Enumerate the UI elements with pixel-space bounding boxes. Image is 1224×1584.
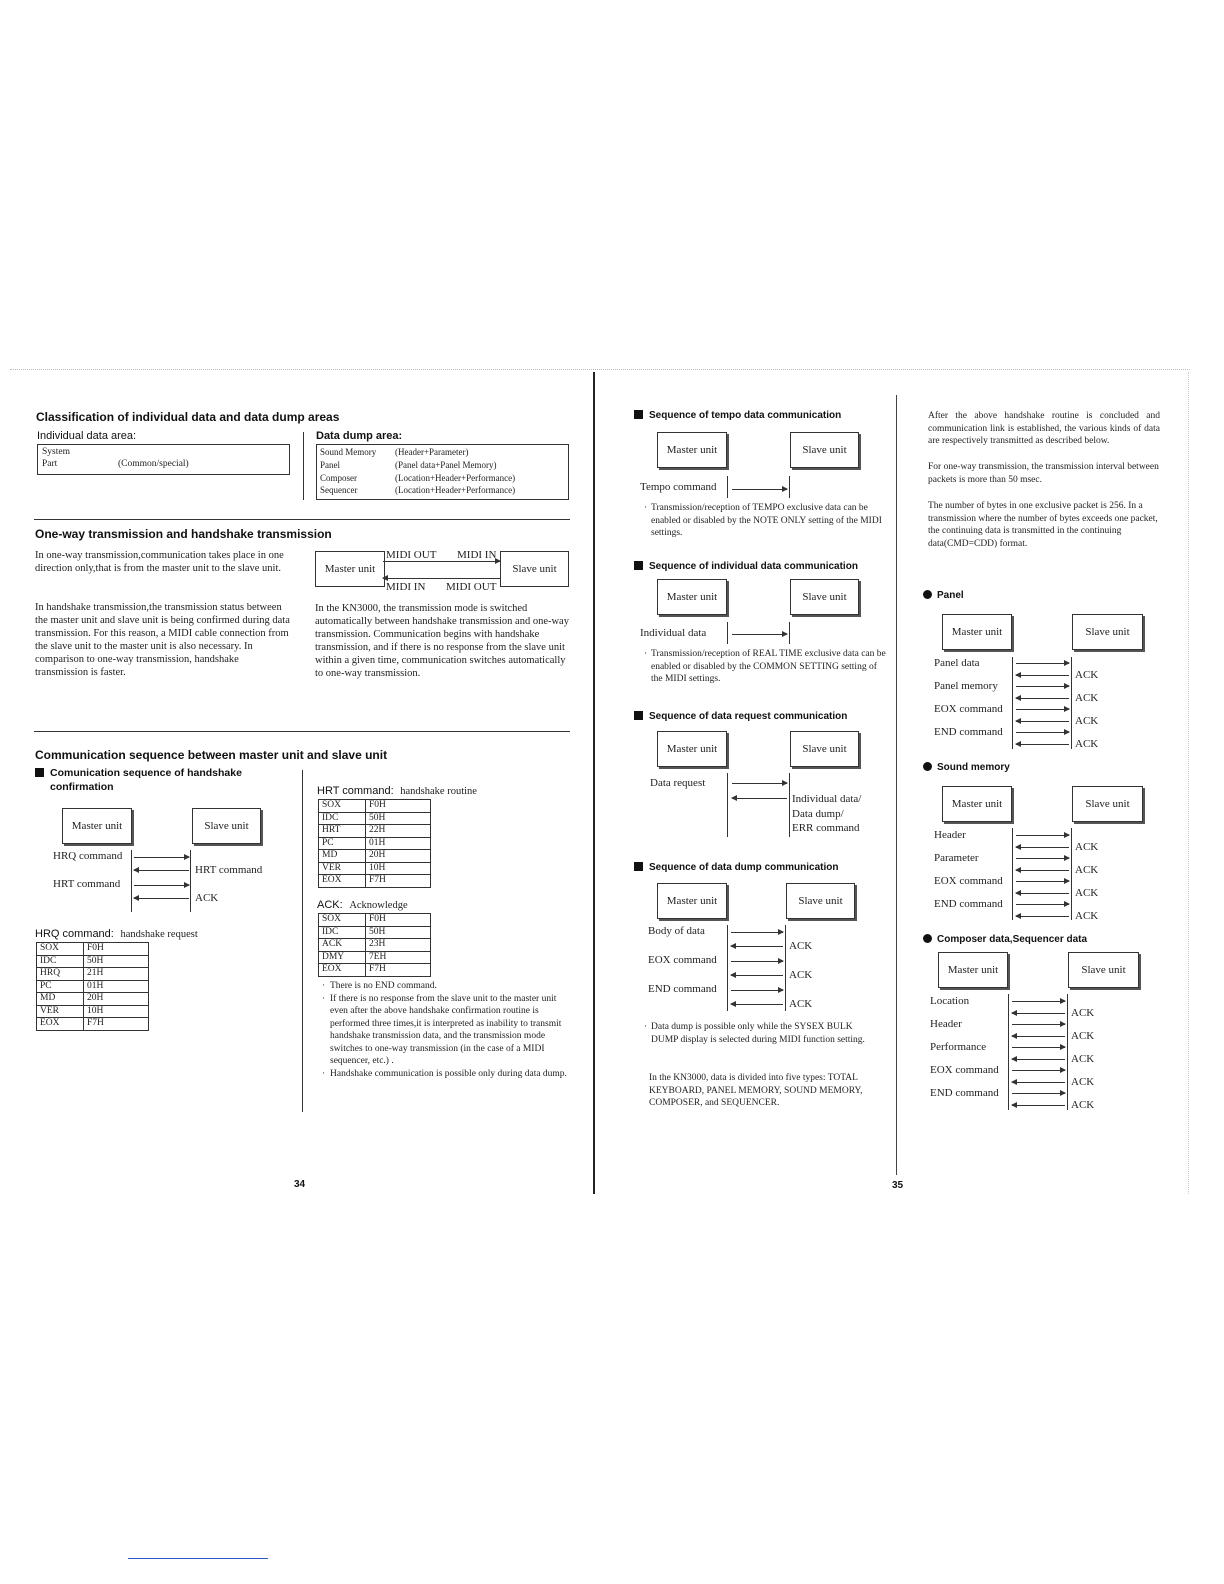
master-lifeline xyxy=(1008,994,1009,1110)
master-unit-box: Master unit xyxy=(942,614,1012,650)
oneway-para1: In one-way transmission,communication takes place in one direction only,that is from the master unit to the slave unit. xyxy=(35,550,284,574)
dump-send-arrow xyxy=(731,990,783,991)
note-text: Handshake communication is possible only during data dump. xyxy=(330,1068,567,1079)
slave-lifeline xyxy=(789,773,790,837)
ack-label: ACK xyxy=(1075,715,1099,727)
composer-step-label: Performance xyxy=(930,1041,987,1053)
sound-title xyxy=(923,762,1010,773)
table-cell: 50H xyxy=(366,926,431,939)
classification-divider xyxy=(303,432,304,500)
table-cell: SOX xyxy=(319,914,366,927)
slave-unit-box: Slave unit xyxy=(1072,614,1143,650)
panel-ack-arrow xyxy=(1016,721,1069,722)
midi-out-top-label: MIDI OUT xyxy=(386,549,437,561)
table-cell: DMY xyxy=(319,951,366,964)
composer-send-arrow xyxy=(1012,1047,1065,1048)
master-lifeline xyxy=(1012,657,1013,749)
dump-send-arrow xyxy=(731,932,783,933)
slave-unit-box: Slave unit xyxy=(790,579,859,615)
individual-item-name: System xyxy=(42,447,70,457)
table-row xyxy=(319,812,431,825)
table-cell: EOX xyxy=(37,1018,84,1031)
slave-lifeline xyxy=(1071,828,1072,920)
hrq-arrow xyxy=(134,857,189,858)
panel-title-text: Panel xyxy=(937,590,964,601)
request-title-text: Sequence of data request communication xyxy=(649,711,848,722)
slave-unit-box: Slave unit xyxy=(1068,952,1139,988)
bullet-square xyxy=(634,410,643,419)
ack-label: ACK xyxy=(789,940,813,952)
table-cell: HRT xyxy=(319,825,366,838)
request-title xyxy=(634,711,847,722)
dump-item-name: Sequencer xyxy=(320,485,358,495)
table-cell: MD xyxy=(37,993,84,1006)
comm-subtitle xyxy=(35,767,242,779)
table-cell: 50H xyxy=(366,812,431,825)
bullet-circle xyxy=(923,762,932,771)
composer-send-arrow xyxy=(1012,1093,1065,1094)
tempo-title-text: Sequence of tempo data communication xyxy=(649,410,842,421)
ack-label: ACK xyxy=(1071,1099,1095,1111)
panel-step-label: END command xyxy=(934,726,1003,738)
tempo-note xyxy=(644,502,884,540)
oneway-title: One-way transmission and handshake transmission xyxy=(35,527,332,541)
bullet-dot: · xyxy=(644,649,648,659)
individual-area-label: Individual data area: xyxy=(37,430,137,442)
table-cell: 50H xyxy=(84,955,149,968)
oneway-para2: In handshake transmission,the transmission status between the master unit and slave unit is being confirmed during data transmission. For this reason, a MIDI cable connection from the slave unit to the master unit is also necessary. In comparison to one-way transmission, handshake transmission is faster. xyxy=(35,602,290,678)
oneway-para3: In the KN3000, the transmission mode is switched automatically between handshake transmission and one-way transmission. Communication begins with handshake transmission, and if there is no response from the slave unit within a given time, communication switches automatically to one-way transmission. xyxy=(315,603,569,679)
note-text: There is no END command. xyxy=(330,981,437,991)
page-gutter xyxy=(593,372,595,1194)
table-row xyxy=(319,825,431,838)
note-list xyxy=(322,980,567,1080)
note-item xyxy=(322,980,567,993)
individual-data-label: Individual data xyxy=(640,627,707,639)
panel-step-label: Panel memory xyxy=(934,680,998,692)
composer-step-label: EOX command xyxy=(930,1064,999,1076)
note-text: If there is no response from the slave unit to the master unit even after the above handshake confirmation routine is performed three times,it is interpreted as inability to transmit handshake transmission data, and the transmission mode switches to one-way transmission (in the case of a MIDI sequencer, etc.) . xyxy=(330,993,562,1066)
composer-step-label: Location xyxy=(930,995,970,1007)
composer-ack-arrow xyxy=(1012,1059,1065,1060)
dump-item-desc: (Header+Parameter) xyxy=(395,447,469,457)
dump-ack-arrow xyxy=(731,1004,783,1005)
right-page-edge xyxy=(1188,372,1190,1194)
sound-ack-arrow xyxy=(1016,847,1069,848)
slave-lifeline xyxy=(1071,657,1072,749)
table-row xyxy=(319,964,431,977)
table-cell: SOX xyxy=(37,943,84,956)
master-lifeline xyxy=(727,773,728,837)
table-cell: VER xyxy=(319,862,366,875)
dump-note-2: In the KN3000, data is divided into five types: TOTAL KEYBOARD, PANEL MEMORY, SOUND MEMORY, COMPOSER, and SEQUENCER. xyxy=(649,1073,863,1108)
table-cell: 20H xyxy=(84,993,149,1006)
master-lifeline xyxy=(727,622,728,644)
sound-send-arrow xyxy=(1016,858,1069,859)
table-row xyxy=(37,993,149,1006)
slave-lifeline xyxy=(789,476,790,498)
master-lifeline xyxy=(1012,828,1013,920)
reply-label-2: Data dump/ xyxy=(792,808,844,820)
page-number-right: 35 xyxy=(892,1180,904,1191)
tempo-note-text: Transmission/reception of TEMPO exclusive data can be enabled or disabled by the NOTE ONLY setting of the MIDI settings. xyxy=(651,503,882,538)
sound-title-text: Sound memory xyxy=(937,762,1010,773)
panel-send-arrow xyxy=(1016,709,1069,710)
table-cell: F7H xyxy=(84,1018,149,1031)
hrt-arrow xyxy=(134,885,189,886)
table-cell: IDC xyxy=(319,812,366,825)
ack-label: ACK xyxy=(1075,887,1099,899)
table-row xyxy=(37,943,149,956)
section-rule xyxy=(34,731,570,732)
ack-table-title: ACK: xyxy=(317,899,343,911)
slave-unit-box: Slave unit xyxy=(790,731,859,767)
top-scan-edge xyxy=(10,369,1190,371)
ack-label: ACK xyxy=(1075,910,1099,922)
dump-step-label: END command xyxy=(648,983,717,995)
sound-send-arrow xyxy=(1016,904,1069,905)
table-row xyxy=(319,926,431,939)
composer-ack-arrow xyxy=(1012,1105,1065,1106)
ack-arrow xyxy=(134,898,189,899)
table-row xyxy=(319,951,431,964)
sound-ack-arrow xyxy=(1016,916,1069,917)
bullet-dot: · xyxy=(322,1068,326,1079)
bottom-link-line xyxy=(128,1558,268,1559)
dump-note-1 xyxy=(644,1021,880,1046)
composer-send-arrow xyxy=(1012,1024,1065,1025)
table-cell: 23H xyxy=(366,939,431,952)
tempo-title xyxy=(634,410,841,421)
dump-note-text: Data dump is possible only while the SYSEX BULK DUMP display is selected during MIDI function setting. xyxy=(651,1022,865,1045)
note-item xyxy=(322,1068,567,1081)
table-cell: IDC xyxy=(37,955,84,968)
dump-item-name: Sound Memory xyxy=(320,447,377,457)
table-row xyxy=(37,1018,149,1031)
table-cell: PC xyxy=(319,837,366,850)
panel-step-label: Panel data xyxy=(934,657,980,669)
after-para3: The number of bytes in one exclusive packet is 256. In a transmission where the number of bytes exceeds one packet, the continuing data is transmitted in the continuing data(CMD=CDD) format. xyxy=(928,501,1158,549)
sound-step-label: END command xyxy=(934,898,1003,910)
slave-lifeline xyxy=(789,622,790,644)
sound-send-arrow xyxy=(1016,835,1069,836)
table-cell: MD xyxy=(319,850,366,863)
dump-ack-arrow xyxy=(731,975,783,976)
bullet-square xyxy=(634,561,643,570)
master-lifeline xyxy=(727,476,728,498)
ack-command-table xyxy=(318,913,431,977)
panel-send-arrow xyxy=(1016,663,1069,664)
hrq-table-desc: handshake request xyxy=(120,929,198,940)
table-cell: HRQ xyxy=(37,968,84,981)
table-row xyxy=(319,862,431,875)
individual-area-box xyxy=(37,444,290,475)
sound-step-label: Parameter xyxy=(934,852,979,864)
hrq-command-table xyxy=(36,942,149,1031)
master-unit-box: Master unit xyxy=(657,579,727,615)
panel-ack-arrow xyxy=(1016,675,1069,676)
panel-send-arrow xyxy=(1016,686,1069,687)
bullet-square xyxy=(634,711,643,720)
hrt-command-table xyxy=(318,799,431,888)
dump-step-label: EOX command xyxy=(648,954,717,966)
sound-step-label: Header xyxy=(934,829,966,841)
table-cell: F0H xyxy=(366,800,431,813)
midi-out-bottom-label: MIDI OUT xyxy=(446,581,497,593)
master-unit-box: Master unit xyxy=(62,808,132,844)
table-cell: IDC xyxy=(319,926,366,939)
table-cell: 10H xyxy=(366,862,431,875)
dump-item-name: Panel xyxy=(320,460,340,470)
comm-subtitle-line1: Comunication sequence of handshake xyxy=(50,767,242,779)
slave-unit-box: Slave unit xyxy=(1072,786,1143,822)
master-unit-box: Master unit xyxy=(657,432,727,468)
table-row xyxy=(319,800,431,813)
slave-lifeline xyxy=(190,850,191,912)
ack-label: ACK xyxy=(1075,669,1099,681)
ack-label: ACK xyxy=(195,892,219,904)
table-cell: 01H xyxy=(84,980,149,993)
note-item xyxy=(322,993,567,1068)
request-arrow xyxy=(732,783,787,784)
bullet-dot: · xyxy=(322,993,326,1004)
ack-table-desc: Acknowledge xyxy=(349,900,408,911)
hrq-command-label: HRQ command xyxy=(53,850,123,862)
individual-item-desc: (Common/special) xyxy=(118,459,189,469)
hrt-command-left-label: HRT command xyxy=(53,878,121,890)
ack-label: ACK xyxy=(1075,864,1099,876)
table-row xyxy=(319,837,431,850)
midi-in-top-label: MIDI IN xyxy=(457,549,497,561)
panel-ack-arrow xyxy=(1016,698,1069,699)
table-cell: EOX xyxy=(319,875,366,888)
table-cell: 10H xyxy=(84,1005,149,1018)
sound-send-arrow xyxy=(1016,881,1069,882)
table-cell: F0H xyxy=(84,943,149,956)
tempo-arrow xyxy=(732,489,787,490)
hrt-command-right-label: HRT command xyxy=(195,864,263,876)
individual-item-name: Part xyxy=(42,459,58,469)
after-para2: For one-way transmission, the transmission interval between packets is more than 50 msec. xyxy=(928,462,1159,485)
table-row xyxy=(319,914,431,927)
table-cell: 20H xyxy=(366,850,431,863)
table-cell: F0H xyxy=(366,914,431,927)
master-unit-box: Master unit xyxy=(657,731,727,767)
dump-send-arrow xyxy=(731,961,783,962)
sound-step-label: EOX command xyxy=(934,875,1003,887)
dump-item-name: Composer xyxy=(320,473,357,483)
midi-out-arrow xyxy=(383,561,500,562)
ack-label: ACK xyxy=(1071,1030,1095,1042)
individual-title-text: Sequence of individual data communication xyxy=(649,561,858,572)
composer-ack-arrow xyxy=(1012,1036,1065,1037)
individual-title xyxy=(634,561,858,572)
comm-title: Communication sequence between master unit and slave unit xyxy=(35,748,388,762)
bullet-dot: · xyxy=(644,503,648,513)
individual-arrow xyxy=(732,634,787,635)
data-request-label: Data request xyxy=(650,777,706,789)
table-cell: 22H xyxy=(366,825,431,838)
slave-lifeline xyxy=(1067,994,1068,1110)
dump-title xyxy=(634,862,838,873)
panel-ack-arrow xyxy=(1016,744,1069,745)
midi-in-bottom-label: MIDI IN xyxy=(386,581,426,593)
table-row xyxy=(319,850,431,863)
bullet-circle xyxy=(923,590,932,599)
dump-item-desc: (Location+Header+Performance) xyxy=(395,485,516,495)
master-lifeline xyxy=(727,925,728,1011)
ack-label: ACK xyxy=(1075,841,1099,853)
bullet-dot: · xyxy=(322,981,326,991)
classification-title: Classification of individual data and data dump areas xyxy=(36,410,340,424)
master-unit-box: Master unit xyxy=(938,952,1008,988)
master-unit-box: Master unit xyxy=(315,551,385,587)
table-cell: VER xyxy=(37,1005,84,1018)
dump-title-text: Sequence of data dump communication xyxy=(649,862,839,873)
hrt-table-title: HRT command: xyxy=(317,785,394,797)
table-row xyxy=(37,968,149,981)
panel-step-label: EOX command xyxy=(934,703,1003,715)
sound-ack-arrow xyxy=(1016,893,1069,894)
master-unit-box: Master unit xyxy=(657,883,727,919)
bullet-square xyxy=(634,862,643,871)
table-cell: EOX xyxy=(319,964,366,977)
composer-send-arrow xyxy=(1012,1070,1065,1071)
composer-ack-arrow xyxy=(1012,1013,1065,1014)
table-row xyxy=(37,980,149,993)
reply-label-3: ERR command xyxy=(792,822,860,834)
hrt-table-heading xyxy=(317,785,477,797)
table-row xyxy=(37,1005,149,1018)
composer-ack-arrow xyxy=(1012,1082,1065,1083)
section-rule xyxy=(34,519,570,520)
master-unit-box: Master unit xyxy=(942,786,1012,822)
hrt-reply-arrow xyxy=(134,870,189,871)
bullet-dot: · xyxy=(644,1022,648,1032)
right-inner-rule xyxy=(896,395,897,1175)
composer-step-label: END command xyxy=(930,1087,999,1099)
comm-column-divider xyxy=(302,770,303,1112)
composer-title-text: Composer data,Sequencer data xyxy=(937,934,1088,945)
slave-unit-box: Slave unit xyxy=(790,432,859,468)
dump-item-desc: (Location+Header+Performance) xyxy=(395,473,516,483)
hrq-table-title: HRQ command: xyxy=(35,928,114,940)
ack-label: ACK xyxy=(789,998,813,1010)
panel-send-arrow xyxy=(1016,732,1069,733)
table-row xyxy=(37,955,149,968)
dump-area-box xyxy=(316,444,569,500)
table-cell: 21H xyxy=(84,968,149,981)
reply-arrow xyxy=(732,798,787,799)
table-cell: 7EH xyxy=(366,951,431,964)
composer-title xyxy=(923,934,1087,945)
slave-unit-box: Slave unit xyxy=(192,808,261,844)
table-cell: 01H xyxy=(366,837,431,850)
page-number-left: 34 xyxy=(294,1179,306,1190)
master-lifeline xyxy=(131,850,132,912)
slave-lifeline xyxy=(785,925,786,1011)
composer-send-arrow xyxy=(1012,1001,1065,1002)
panel-title xyxy=(923,590,964,601)
bullet-circle xyxy=(923,934,932,943)
table-cell: F7H xyxy=(366,964,431,977)
table-row xyxy=(319,939,431,952)
slave-unit-box: Slave unit xyxy=(500,551,569,587)
ack-label: ACK xyxy=(1075,692,1099,704)
dump-ack-arrow xyxy=(731,946,783,947)
ack-table-heading xyxy=(317,899,408,911)
ack-label: ACK xyxy=(1071,1007,1095,1019)
bullet-square xyxy=(35,768,44,777)
ack-label: ACK xyxy=(1071,1076,1095,1088)
table-cell: SOX xyxy=(319,800,366,813)
hrt-table-desc: handshake routine xyxy=(400,786,477,797)
table-cell: F7H xyxy=(366,875,431,888)
reply-label-1: Individual data/ xyxy=(792,793,862,805)
ack-label: ACK xyxy=(1075,738,1099,750)
ack-label: ACK xyxy=(789,969,813,981)
sound-ack-arrow xyxy=(1016,870,1069,871)
table-cell: ACK xyxy=(319,939,366,952)
after-para1: After the above handshake routine is concluded and communication link is established, the various kinds of data are respectively transmitted as described below. xyxy=(928,411,1160,446)
comm-subtitle-line2: confirmation xyxy=(50,781,114,793)
table-cell: PC xyxy=(37,980,84,993)
table-row xyxy=(319,875,431,888)
composer-step-label: Header xyxy=(930,1018,962,1030)
dump-area-label: Data dump area: xyxy=(316,430,403,442)
individual-note-text: Transmission/reception of REAL TIME exclusive data can be enabled or disabled by the COMMON SETTING setting of the MIDI settings. xyxy=(651,649,886,684)
hrq-table-heading xyxy=(35,928,198,940)
tempo-command-label: Tempo command xyxy=(640,481,717,493)
slave-unit-box: Slave unit xyxy=(786,883,855,919)
dump-step-label: Body of data xyxy=(648,925,705,937)
ack-label: ACK xyxy=(1071,1053,1095,1065)
individual-note xyxy=(644,648,886,686)
dump-item-desc: (Panel data+Panel Memory) xyxy=(395,460,497,470)
midi-in-arrow xyxy=(383,578,500,579)
